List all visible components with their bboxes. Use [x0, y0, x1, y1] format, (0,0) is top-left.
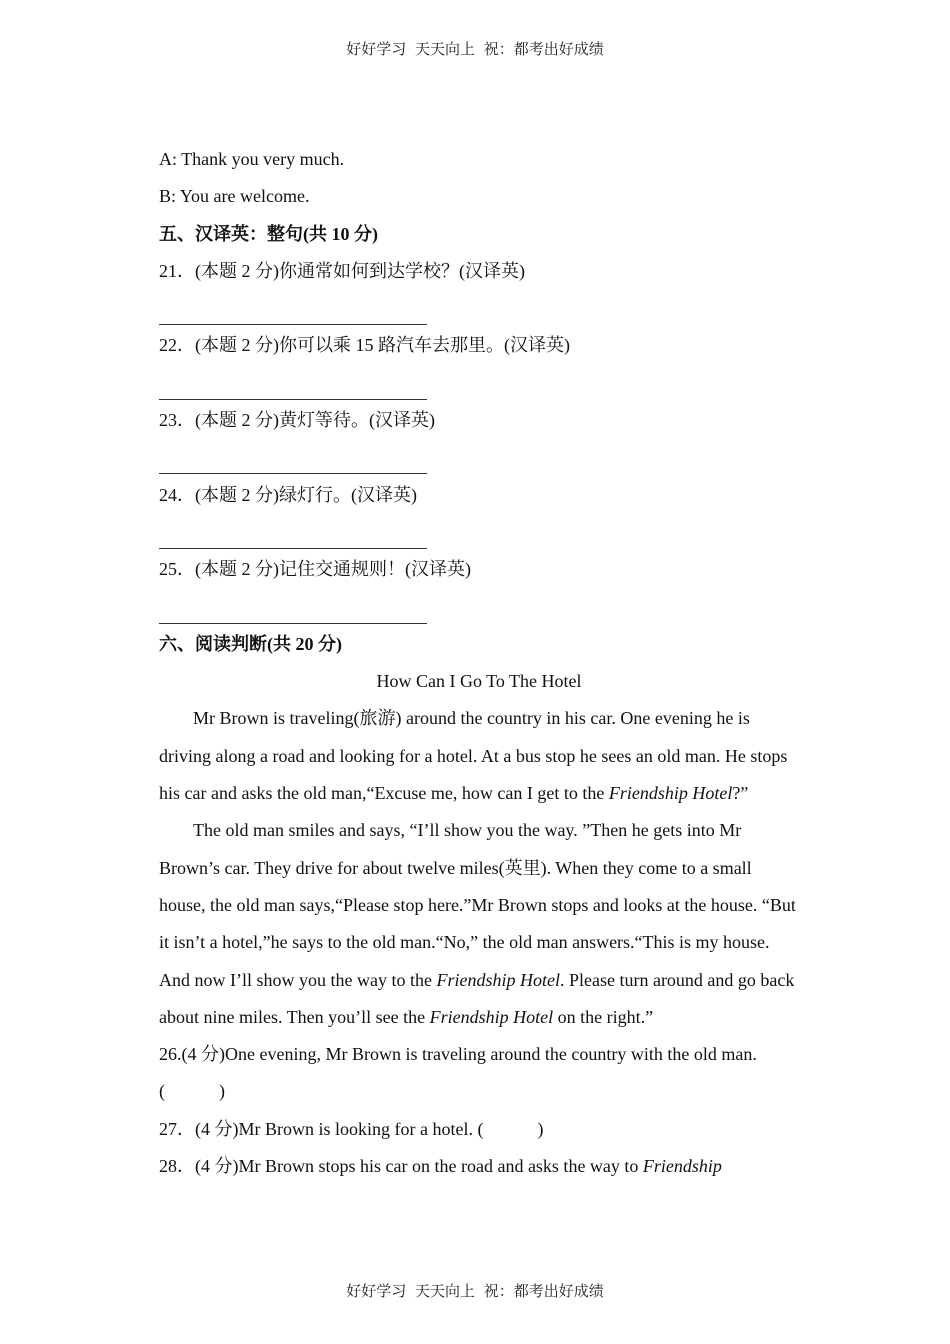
- p2-hotel-name-1: Friendship Hotel: [436, 969, 560, 990]
- section-6-heading: 六、阅读判断(共 20 分): [159, 633, 342, 654]
- passage-paragraph-1: [159, 700, 799, 812]
- question-28: [159, 1148, 799, 1185]
- passage-paragraph-2: [159, 812, 799, 1036]
- question-24: 24．(本题 2 分)绿灯行。(汉译英): [159, 484, 417, 505]
- passage-title: How Can I Go To The Hotel: [376, 671, 582, 692]
- question-26-answer-paren[interactable]: ( ): [159, 1081, 225, 1102]
- page-header: 好好学习 天天向上 祝：都考出好成绩: [346, 40, 604, 58]
- p1-hotel-name: Friendship Hotel: [608, 783, 733, 804]
- p2-text-b: . Please turn around and go back about nine miles. Then you’ll see the: [159, 969, 795, 1027]
- p2-text-a: The old man smiles and says, “I’ll show you the way. ”Then he gets into Mr Brown’s car. They drive for about twelve miles(英里). When they come to a small house, the old man says,“Please stop here.”Mr Brown stops and looks at the house. “But it isn’t a hotel,”he says to the old man.“No,” the old man answers.“This is my house. And now I’ll show you the way to the: [159, 820, 796, 990]
- page-footer: 好好学习 天天向上 祝：都考出好成绩: [346, 1282, 604, 1300]
- answer-line-24[interactable]: [159, 514, 799, 551]
- question-27: 27．(4 分)Mr Brown is looking for a hotel. ( ): [159, 1118, 544, 1139]
- question-25: 25．(本题 2 分)记住交通规则！(汉译英): [159, 559, 471, 580]
- q28-text: 28．(4 分)Mr Brown stops his car on the road and asks the way to: [159, 1156, 643, 1177]
- answer-line-25[interactable]: [159, 589, 799, 626]
- section-5-heading: 五、汉译英：整句(共 10 分): [159, 223, 378, 244]
- answer-line-22[interactable]: [159, 365, 799, 402]
- question-23: 23．(本题 2 分)黄灯等待。(汉译英): [159, 410, 435, 431]
- question-22: 22．(本题 2 分)你可以乘 15 路汽车去那里。(汉译英): [159, 335, 570, 356]
- dialogue-line-a: A: Thank you very much.: [159, 149, 345, 169]
- answer-line-21[interactable]: [159, 290, 799, 327]
- question-26: 26.(4 分)One evening, Mr Brown is traveling around the country with the old man.: [159, 1044, 757, 1065]
- question-21: 21．(本题 2 分)你通常如何到达学校？(汉译英): [159, 260, 525, 281]
- answer-line-23[interactable]: [159, 439, 799, 476]
- q28-hotel-name: Friendship: [642, 1156, 722, 1177]
- dialogue-line-b: B: You are welcome.: [159, 186, 310, 207]
- page-content: [159, 141, 799, 1185]
- p2-hotel-name-2: Friendship Hotel: [429, 1006, 554, 1027]
- p1-text-a: Mr Brown is traveling(旅游) around the country in his car. One evening he is driving along a road and looking for a hotel. At a bus stop he sees an old man. He stops his car and asks the old man,“Excuse me, how can I get to the: [159, 708, 788, 804]
- p2-text-c: on the right.”: [553, 1006, 654, 1027]
- p1-text-b: ?”: [732, 783, 749, 804]
